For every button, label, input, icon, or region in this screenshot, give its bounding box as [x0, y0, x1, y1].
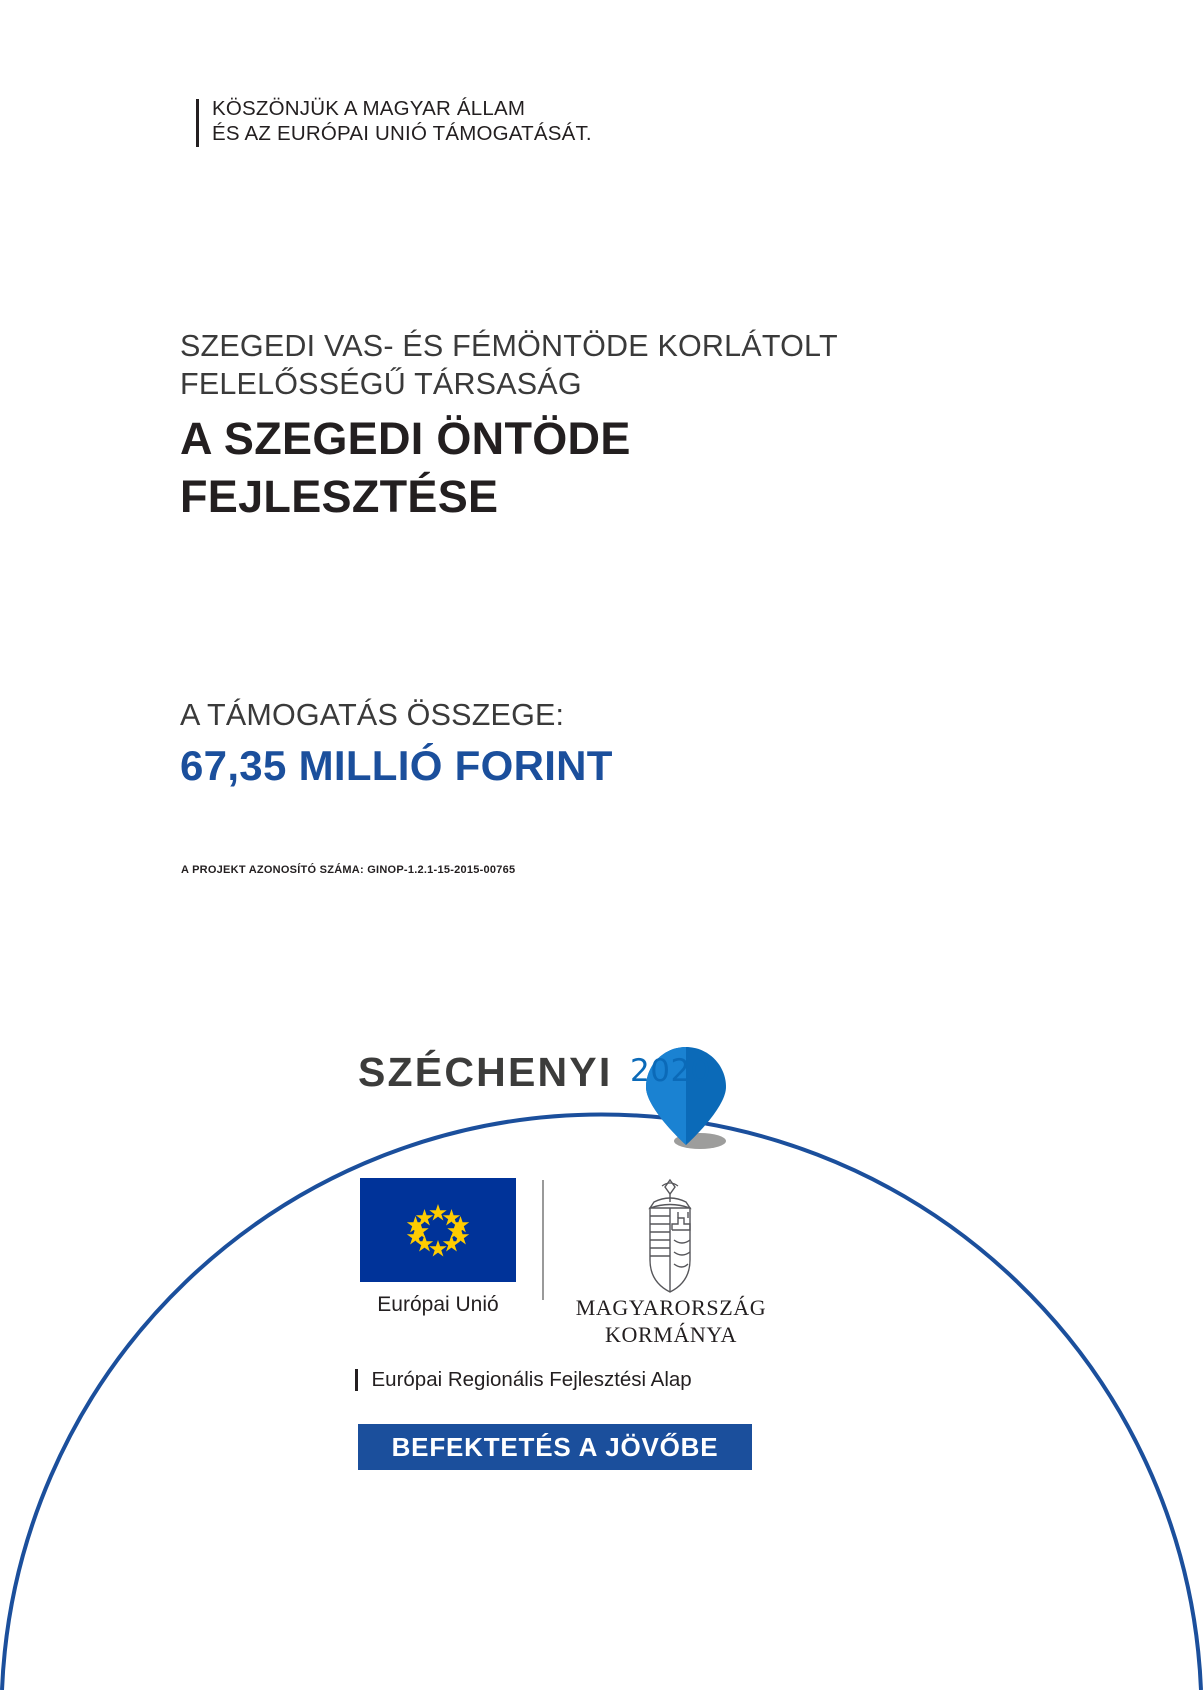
- thank-you-text: [212, 96, 592, 146]
- eu-label: Európai Unió: [377, 1293, 499, 1316]
- hungary-government-line-2: KORMÁNYA: [605, 1322, 737, 1347]
- fund-name: Európai Regionális Fejlesztési Alap: [371, 1368, 692, 1391]
- hungary-coat-of-arms-icon: [610, 1174, 730, 1298]
- european-union-flag-icon: [360, 1178, 516, 1282]
- logos-row: [352, 1178, 792, 1347]
- logo-divider: [542, 1180, 544, 1300]
- szechenyi-2020-logo: [358, 1031, 738, 1146]
- thank-you-line-2: ÉS AZ EURÓPAI UNIÓ TÁMOGATÁSÁT.: [212, 122, 592, 145]
- company-name: [180, 327, 1040, 403]
- support-amount: 67,35 MILLIÓ FORINT: [180, 742, 613, 789]
- szechenyi-wordmark: SZÉCHENYI: [358, 1049, 613, 1095]
- accent-bar: [196, 99, 199, 147]
- page-title: [180, 410, 1040, 526]
- page-title-line-2: FEJLESZTÉSE: [180, 471, 499, 522]
- slogan-banner: BEFEKTETÉS A JÖVŐBE: [358, 1424, 752, 1470]
- szechenyi-year: 2020: [630, 1053, 711, 1089]
- fund-accent-bar: [355, 1369, 358, 1391]
- page-title-line-1: A SZEGEDI ÖNTÖDE: [180, 413, 631, 464]
- hungary-government-line-1: MAGYARORSZÁG: [575, 1295, 767, 1320]
- project-identifier: A PROJEKT AZONOSÍTÓ SZÁMA: GINOP-1.2.1-15-2015-00765: [181, 864, 516, 876]
- support-label: A TÁMOGATÁS ÖSSZEGE:: [180, 698, 565, 732]
- thank-you-line-1: KÖSZÖNJÜK A MAGYAR ÁLLAM: [212, 97, 526, 120]
- hungary-government-label: [567, 1294, 775, 1348]
- fund-name-block: [355, 1368, 692, 1392]
- company-name-line-1: SZEGEDI VAS- ÉS FÉMÖNTÖDE KORLÁTOLT: [180, 329, 838, 363]
- company-name-line-2: FELELŐSSÉGŰ TÁRSASÁG: [180, 367, 582, 401]
- thank-you-block: [196, 96, 592, 147]
